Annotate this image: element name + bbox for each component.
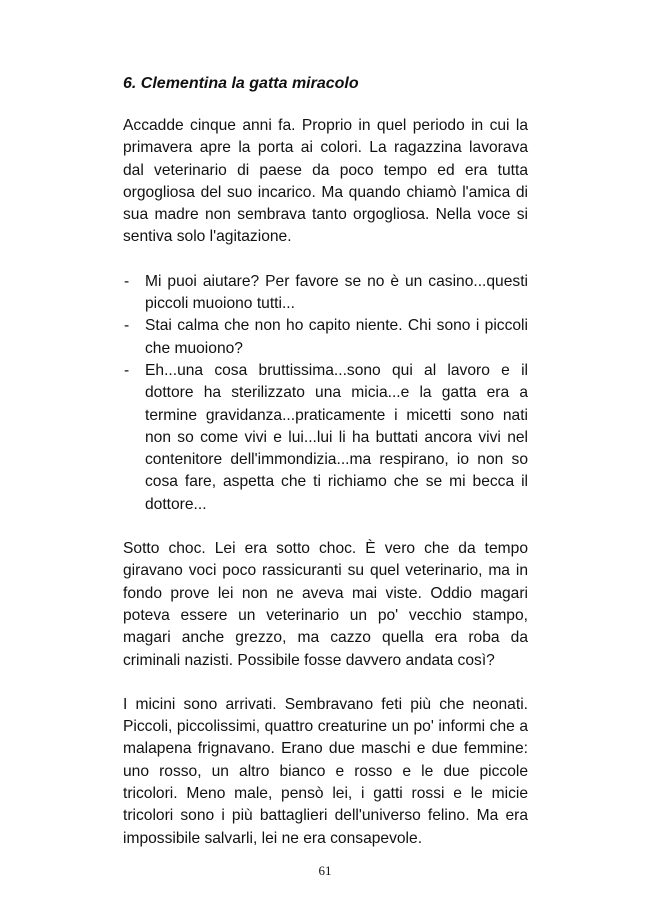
dialogue-list bbox=[123, 271, 528, 516]
dialogue-line bbox=[123, 360, 528, 516]
dialogue-dash: - bbox=[124, 272, 130, 290]
opening-paragraph: Accadde cinque anni fa. Proprio in quel periodo in cui la primavera apre la porta ai colori. La ragazzina lavorava dal veterinario di paese da poco tempo ed era tutta orgogliosa del suo incarico. Ma quando chiamò l'amica di sua madre non sembrava tanto orgogliosa. Nella voce si sentiva solo l'agitazione. bbox=[123, 117, 528, 246]
chapter-title: 6. Clementina la gatta miracolo bbox=[123, 75, 359, 92]
page-number: 61 bbox=[318, 863, 332, 878]
page-content bbox=[123, 73, 528, 850]
dialogue-text: Mi puoi aiutare? Per favore se no è un casino...questi piccoli muoiono tutti... bbox=[145, 272, 528, 313]
dialogue-text: Eh...una cosa bruttissima...sono qui al lavoro e il dottore ha sterilizzato una micia...e la gatta era a termine gravidanza...praticamente i micetti sono nati non so come vivi e lui...lui li ha buttati ancora vivi nel contenitore dell'immondizia...ma respirano, io non so cosa fare, aspetta che ti richiamo che se mi becca il dottore... bbox=[145, 361, 528, 513]
body-paragraph: I micini sono arrivati. Sembravano feti più che neonati. Piccoli, piccolissimi, quattro creaturine un po' informi che a malapena frignavano. Erano due maschi e due femmine: uno rosso, un altro bianco e rosso e le due piccole tricolori. Meno male, pensò lei, i gatti rossi e le micie tricolori sono i più battaglieri dell'universo felino. Ma era impossibile salvarli, lei ne era consapevole. bbox=[123, 695, 528, 847]
dialogue-text: Stai calma che non ho capito niente. Chi sono i piccoli che muoiono? bbox=[145, 317, 528, 357]
dialogue-line bbox=[123, 315, 528, 360]
dialogue-dash: - bbox=[124, 317, 130, 335]
dialogue-line bbox=[123, 271, 528, 316]
body-paragraph: Sotto choc. Lei era sotto choc. È vero che da tempo giravano voci poco rassicuranti su quel veterinario, ma in fondo prove lei non ne aveva mai viste. Oddio magari poteva essere un veterinario un po' vecchio stampo, magari anche grezzo, ma cazzo quella era roba da criminali nazisti. Possibile fosse davvero andata così? bbox=[123, 540, 528, 669]
dialogue-dash: - bbox=[124, 361, 130, 379]
